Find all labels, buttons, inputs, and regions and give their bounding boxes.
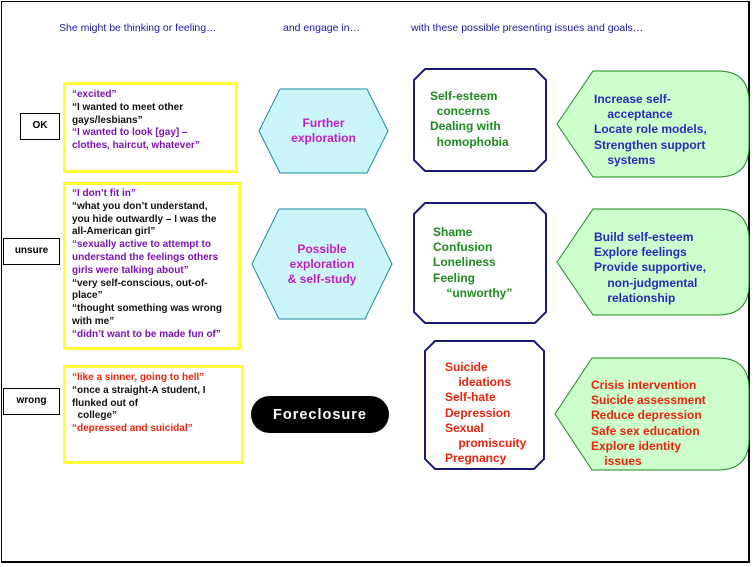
header-thinking: She might be thinking or feeling… <box>59 22 217 34</box>
goal-shape-wrong <box>554 357 750 471</box>
quote-line: clothes, haircut, whatever” <box>72 140 200 152</box>
issue-line: Feeling <box>433 270 476 285</box>
goal-line: Crisis intervention <box>591 378 697 392</box>
goal-text-wrong <box>591 378 706 469</box>
engage-hexagon-ok <box>258 88 389 174</box>
issue-box-wrong <box>424 340 545 470</box>
quote-line: gays/lesbians” <box>72 114 143 126</box>
goal-line: systems <box>594 152 656 167</box>
quote-line: with me” <box>72 315 115 327</box>
engage-line: Further <box>302 116 345 130</box>
issue-text-unsure <box>433 225 512 301</box>
engage-hexagon-unsure <box>251 208 393 320</box>
goal-shape-ok <box>556 70 750 178</box>
row-label-wrong: wrong <box>3 388 60 415</box>
engage-line: Possible <box>297 241 347 256</box>
foreclosure-pill: Foreclosure <box>251 396 389 433</box>
goal-line: Reduce depression <box>591 408 702 423</box>
quote-line: girls were talking about” <box>72 264 189 276</box>
goal-line: Explore feelings <box>594 245 687 260</box>
quote-line: “depressed and suicidal” <box>72 423 193 435</box>
issue-text-wrong <box>445 360 526 466</box>
issue-text-ok <box>430 89 509 150</box>
issue-line: Dealing with <box>430 119 501 134</box>
quote-line: “didn’t want to be made fun of” <box>72 328 221 340</box>
quote-line: “like a sinner, going to hell” <box>72 372 205 383</box>
goal-line: Provide supportive, <box>594 260 707 275</box>
quote-line: “once a straight-A student, I <box>72 384 206 396</box>
header-engage: and engage in… <box>283 22 361 34</box>
row-label-unsure: unsure <box>3 238 60 265</box>
goal-line: Suicide assessment <box>591 393 706 408</box>
goal-line: Strengthen support <box>594 137 706 152</box>
quote-line: flunked out of <box>72 397 139 409</box>
issue-line: ideations <box>445 375 512 390</box>
issue-line: “unworthy” <box>433 285 513 300</box>
quote-line: place” <box>72 290 103 302</box>
engage-text-unsure <box>251 208 393 320</box>
issue-line: Sexual <box>445 420 484 435</box>
issue-line: concerns <box>430 104 491 119</box>
issue-line: Self-esteem <box>430 89 498 103</box>
issue-line: Confusion <box>433 240 493 255</box>
quote-line: “sexually active to attempt to <box>72 239 211 251</box>
engage-line: exploration <box>289 256 355 271</box>
quote-box-unsure <box>63 182 241 350</box>
issue-line: Loneliness <box>433 255 496 270</box>
quote-line: college” <box>72 410 118 422</box>
issue-line: promiscuity <box>445 436 527 451</box>
issue-line: Pregnancy <box>445 451 507 466</box>
quote-line: “I don’t fit in” <box>72 188 136 199</box>
issue-box-ok <box>413 68 547 172</box>
goal-text-unsure <box>594 230 706 306</box>
goal-line: acceptance <box>594 107 673 122</box>
quote-line: you hide outwardly – I was the <box>72 213 217 225</box>
goal-shape-unsure <box>556 208 750 316</box>
goal-line: Explore identity <box>591 438 682 453</box>
quote-box-wrong <box>63 365 244 464</box>
quote-line: “very self-conscious, out-of- <box>72 277 208 289</box>
goal-text-ok <box>594 92 707 168</box>
goal-line: non-judgmental <box>594 275 698 290</box>
issue-line: Shame <box>433 225 473 239</box>
quote-box-ok <box>63 82 238 173</box>
row-label-ok: OK <box>20 113 60 140</box>
quote-line: “I wanted to look [gay] – <box>72 127 188 139</box>
quote-line: understand the feelings others <box>72 251 219 263</box>
goal-line: Build self-esteem <box>594 230 694 244</box>
issue-line: Depression <box>445 405 511 420</box>
engage-text-ok <box>258 88 389 174</box>
goal-line: issues <box>591 454 642 469</box>
quote-line: “thought something was wrong <box>72 303 222 315</box>
quote-line: “what you don’t understand, <box>72 200 208 212</box>
header-issues-goals: with these possible presenting issues and goals… <box>411 22 644 34</box>
engage-line: & self-study <box>287 271 357 286</box>
goal-line: relationship <box>594 290 676 305</box>
quote-line: “I wanted to meet other <box>72 101 184 113</box>
issue-line: homophobia <box>430 134 509 149</box>
quote-line: all-American girl” <box>72 226 156 238</box>
issue-line: Suicide <box>445 360 488 374</box>
quote-line: “excited” <box>72 89 117 100</box>
issue-line: Self-hate <box>445 390 496 405</box>
goal-line: Safe sex education <box>591 423 700 438</box>
goal-line: Increase self- <box>594 92 671 106</box>
engage-line: exploration <box>291 131 356 145</box>
issue-box-unsure <box>413 202 547 324</box>
goal-line: Locate role models, <box>594 122 707 137</box>
